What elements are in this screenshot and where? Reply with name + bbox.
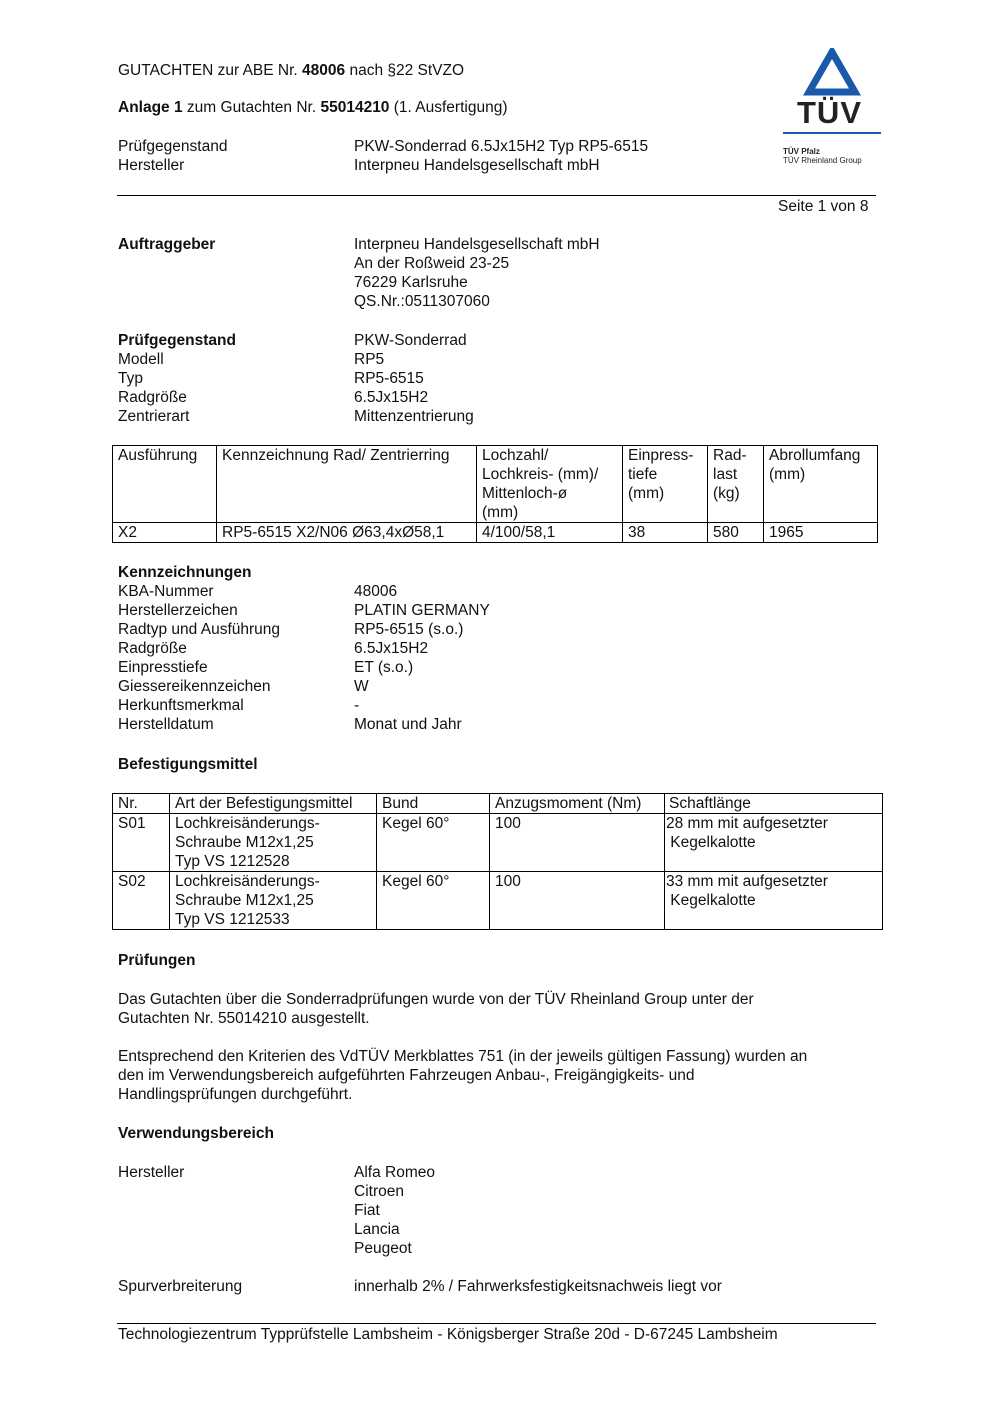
table-cell: Lochkreisänderungs- Schraube M12x1,25 Typ VS 1212528 bbox=[170, 814, 377, 872]
table-cell: Lochkreisänderungs- Schraube M12x1,25 Typ VS 1212533 bbox=[170, 872, 377, 930]
table-cell: 580 bbox=[708, 523, 764, 543]
table-header-cell: Ausführung bbox=[113, 446, 217, 523]
table-header-cell: Bund bbox=[377, 794, 490, 814]
pruef-title: Prüfgegenstand bbox=[118, 332, 236, 349]
field-value: RP5-6515 bbox=[354, 370, 424, 387]
pruefungen-title: Prüfungen bbox=[118, 952, 196, 969]
table-header-row bbox=[113, 446, 878, 523]
header-pruef-value: PKW-Sonderrad 6.5Jx15H2 Typ RP5-6515 bbox=[354, 138, 649, 155]
table-cell: 28 mm mit aufgesetzter Kegelkalotte bbox=[665, 814, 883, 872]
table-cell: RP5-6515 X2/N06 Ø63,4xØ58,1 bbox=[217, 523, 477, 543]
table-cell: 33 mm mit aufgesetzter Kegelkalotte bbox=[665, 872, 883, 930]
list-item: Peugeot bbox=[354, 1240, 412, 1257]
field-value: W bbox=[354, 678, 369, 695]
table-cell: 4/100/58,1 bbox=[477, 523, 623, 543]
table-row bbox=[113, 814, 883, 872]
header-divider bbox=[117, 195, 876, 196]
header-pruef-label: Prüfgegenstand bbox=[118, 138, 228, 155]
table-header-cell: Anzugsmoment (Nm) bbox=[490, 794, 665, 814]
table-cell: Kegel 60° bbox=[377, 814, 490, 872]
field-value: RP5 bbox=[354, 351, 385, 368]
table-cell: S02 bbox=[113, 872, 170, 930]
table-cell: X2 bbox=[113, 523, 217, 543]
header-hersteller-label: Hersteller bbox=[118, 157, 185, 174]
logo-rule bbox=[783, 132, 881, 134]
table-header-cell: Rad- last (kg) bbox=[708, 446, 764, 523]
field-label: Radtyp und Ausführung bbox=[118, 621, 281, 638]
field-label: Einpresstiefe bbox=[118, 659, 208, 676]
field-value: Monat und Jahr bbox=[354, 716, 462, 733]
field-label: Typ bbox=[118, 370, 143, 387]
field-value: 6.5Jx15H2 bbox=[354, 640, 429, 657]
list-item: Fiat bbox=[354, 1202, 380, 1219]
befestigung-title: Befestigungsmittel bbox=[118, 756, 258, 773]
vb-spur-value: innerhalb 2% / Fahrwerksfestigkeitsnachweis liegt vor bbox=[354, 1278, 722, 1295]
wheel-table bbox=[112, 445, 878, 543]
address-line: QS.Nr.:0511307060 bbox=[354, 293, 490, 310]
field-label: Modell bbox=[118, 351, 164, 368]
field-label: Radgröße bbox=[118, 389, 187, 406]
table-header-cell: Art der Befestigungsmittel bbox=[170, 794, 377, 814]
annex-line: Anlage 1 zum Gutachten Nr. 55014210 (1. Ausfertigung) bbox=[118, 99, 508, 116]
field-value: Mittenzentrierung bbox=[354, 408, 474, 425]
table-header-cell: Kennzeichnung Rad/ Zentrierring bbox=[217, 446, 477, 523]
logo-text: TÜV bbox=[797, 95, 862, 130]
footer-address: Technologiezentrum Typprüfstelle Lambsheim - Königsberger Straße 20d - D-67245 Lambsheim bbox=[118, 1326, 778, 1343]
table-header-cell: Abrollumfang (mm) bbox=[764, 446, 878, 523]
verwendungsbereich-title: Verwendungsbereich bbox=[118, 1125, 274, 1142]
field-label: Radgröße bbox=[118, 640, 187, 657]
table-cell: Kegel 60° bbox=[377, 872, 490, 930]
field-value: 48006 bbox=[354, 583, 398, 600]
field-value: ET (s.o.) bbox=[354, 659, 414, 676]
logo-line2: TÜV Rheinland Group bbox=[783, 156, 862, 165]
field-label: Zentrierart bbox=[118, 408, 190, 425]
field-value: RP5-6515 (s.o.) bbox=[354, 621, 464, 638]
address-line: 76229 Karlsruhe bbox=[354, 274, 468, 291]
auftraggeber-address bbox=[354, 235, 600, 311]
field-label: KBA-Nummer bbox=[118, 583, 214, 600]
table-cell: 38 bbox=[623, 523, 708, 543]
table-header-cell: Lochzahl/ Lochkreis- (mm)/ Mittenloch-ø (mm) bbox=[477, 446, 623, 523]
footer-divider bbox=[117, 1323, 876, 1324]
list-item: Alfa Romeo bbox=[354, 1164, 435, 1181]
field-label: Herstelldatum bbox=[118, 716, 214, 733]
section-title: Kennzeichnungen bbox=[118, 564, 252, 581]
address-line: Interpneu Handelsgesellschaft mbH bbox=[354, 236, 600, 253]
befestigung-table bbox=[112, 793, 883, 930]
table-cell: 100 bbox=[490, 872, 665, 930]
field-value: PLATIN GERMANY bbox=[354, 602, 490, 619]
address-line: An der Roßweid 23-25 bbox=[354, 255, 510, 272]
table-header-cell: Schaftlänge bbox=[665, 794, 883, 814]
table-row bbox=[113, 523, 878, 543]
tuev-logo bbox=[775, 48, 895, 178]
table-cell: 1965 bbox=[764, 523, 878, 543]
auftraggeber-label: Auftraggeber bbox=[118, 236, 216, 253]
field-value: - bbox=[354, 697, 360, 714]
vb-hersteller-label: Hersteller bbox=[118, 1164, 185, 1181]
list-item: Lancia bbox=[354, 1221, 400, 1238]
page-number: Seite 1 von 8 bbox=[778, 198, 869, 215]
table-cell: S01 bbox=[113, 814, 170, 872]
vb-spur-label: Spurverbreiterung bbox=[118, 1278, 243, 1295]
pruefungen-paragraph-2: Entsprechend den Kriterien des VdTÜV Merkblattes 751 (in der jeweils gültigen Fassung) wurden an den im Verwendungsbereich aufgeführten Fahrzeugen Anbau-, Freigängigkeits- und Handlingsprüfungen durchgeführt. bbox=[118, 1048, 808, 1103]
table-cell: 100 bbox=[490, 814, 665, 872]
table-header-row bbox=[113, 794, 883, 814]
table-header-cell: Einpress- tiefe (mm) bbox=[623, 446, 708, 523]
header-hersteller-value: Interpneu Handelsgesellschaft mbH bbox=[354, 157, 600, 174]
field-label: Herstellerzeichen bbox=[118, 602, 238, 619]
field-value: 6.5Jx15H2 bbox=[354, 389, 429, 406]
field-label: Herkunftsmerkmal bbox=[118, 697, 244, 714]
vb-hersteller-list bbox=[354, 1163, 435, 1258]
logo-line1: TÜV Pfalz bbox=[783, 147, 820, 156]
list-item: Citroen bbox=[354, 1183, 404, 1200]
table-header-cell: Nr. bbox=[113, 794, 170, 814]
pruefungen-paragraph-1: Das Gutachten über die Sonderradprüfungen wurde von der TÜV Rheinland Group unter der Gutachten Nr. 55014210 ausgestellt. bbox=[118, 991, 754, 1027]
pruef-value: PKW-Sonderrad bbox=[354, 332, 467, 349]
document-title: GUTACHTEN zur ABE Nr. 48006 nach §22 StVZO bbox=[118, 62, 465, 79]
table-row bbox=[113, 872, 883, 930]
field-label: Giessereikennzeichen bbox=[118, 678, 271, 695]
